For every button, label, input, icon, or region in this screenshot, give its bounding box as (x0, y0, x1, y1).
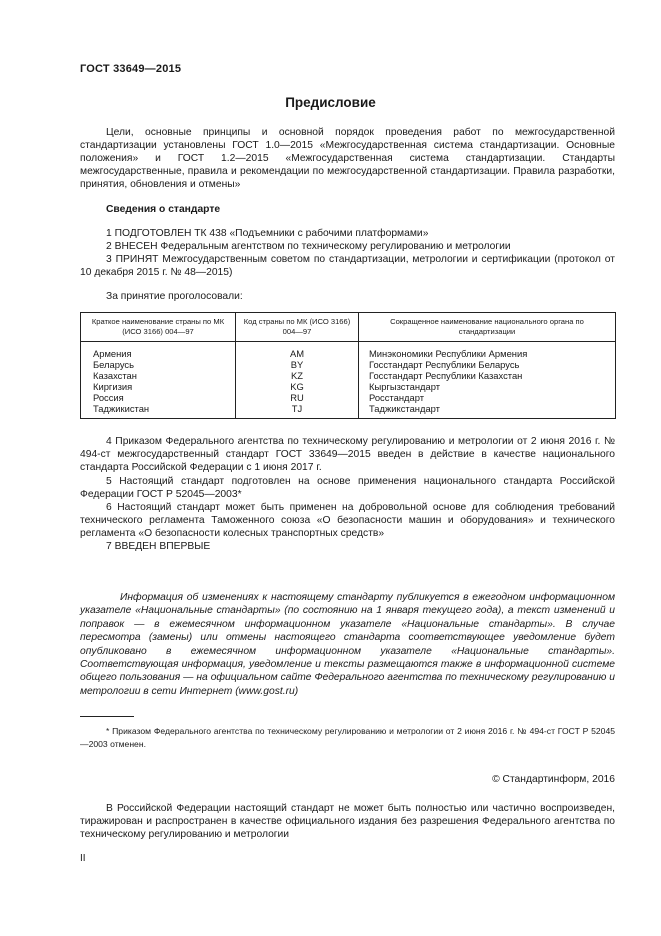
footnote (80, 725, 615, 751)
table-row (81, 392, 616, 403)
country-code: RU (236, 392, 359, 403)
rights-notice (80, 802, 615, 841)
national-body: Минэкономики Республики Армения (359, 342, 616, 360)
info-item-1: 1 ПОДГОТОВЛЕН ТК 438 «Подъемники с рабочими платформами» (106, 228, 429, 239)
country-code: BY (236, 359, 359, 370)
country-name: Россия (81, 392, 236, 403)
intro-paragraph (80, 126, 615, 191)
header-country-code: Код страны по МК (ИСО 3166) 004—97 (236, 313, 359, 342)
info-item-2: 2 ВНЕСЕН Федеральным агентством по техническому регулированию и метрологии (106, 241, 511, 252)
footnote-text: * Приказом Федерального агентства по техническому регулированию и метрологии от 2 июня 2016 г. № 494-ст ГОСТ Р 52045—2003 отменен. (80, 726, 615, 749)
voted-label: За принятие проголосовали: (106, 291, 243, 302)
table-row (81, 342, 616, 360)
votes-table-header-row (81, 313, 616, 342)
country-name: Таджикистан (81, 403, 236, 419)
footnote-divider (80, 716, 134, 717)
page-number: II (80, 853, 86, 864)
national-body: Госстандарт Республики Беларусь (359, 359, 616, 370)
country-code: TJ (236, 403, 359, 419)
country-name: Армения (81, 342, 236, 360)
country-code: AM (236, 342, 359, 360)
country-code: KZ (236, 370, 359, 381)
changes-info-paragraph (80, 591, 615, 698)
info-item-3: 3 ПРИНЯТ Межгосударственным советом по стандартизации, метрологии и сертификации (протокол от 10 декабря 2015 г. № 48—2015) (80, 254, 615, 279)
national-body: Росстандарт (359, 392, 616, 403)
standard-code-header: ГОСТ 33649—2015 (80, 63, 182, 75)
header-country-name: Краткое наименование страны по МК (ИСО 3166) 004—97 (81, 313, 236, 342)
info-item-7: 7 ВВЕДЕН ВПЕРВЫЕ (106, 541, 211, 552)
table-row (81, 359, 616, 370)
table-row (81, 370, 616, 381)
votes-table (80, 312, 616, 419)
national-body: Госстандарт Республики Казахстан (359, 370, 616, 381)
table-row (81, 403, 616, 419)
country-name: Казахстан (81, 370, 236, 381)
page-title: Предисловие (285, 95, 376, 110)
copyright-notice: © Стандартинформ, 2016 (492, 774, 615, 785)
header-national-body: Сокращенное наименование национального органа по стандартизации (359, 313, 616, 342)
country-name: Беларусь (81, 359, 236, 370)
intro-text: Цели, основные принципы и основной порядок проведения работ по межгосударственной стандартизации установлены ГОСТ 1.0—2015 «Межгосударственная система стандартизации. Основные положения» и ГОСТ 1.2—2015 «Межгосударственная система стандартизации. Стандарты межгосударственные, правила и рекомендации по межгосударственной стандартизации. Правила разработки, принятия, обновления и отмены» (80, 127, 615, 191)
rights-notice-text: В Российской Федерации настоящий стандарт не может быть полностью или частично воспроизведен, тиражирован и распространен в качестве официального издания без разрешения Федерального агентства по техническому регулированию и метрологии (80, 803, 615, 841)
country-name: Киргизия (81, 381, 236, 392)
changes-info-text: Информация об изменениях к настоящему стандарту публикуется в ежегодном информационном указателе «Национальные стандарты» (по состоянию на 1 января текущего года), а текст изменений и поправок — в ежемесячном информационном указателе «Национальные стандарты». В случае пересмотра (замены) или отмены настоящего стандарта соответствующее уведомление будет опубликовано в ежемесячном информационном указателе «Национальные стандарты». Соответствующая информация, уведомление и тексты размещаются также в информационной системе общего пользования — на официальном сайте Федерального агентства по техническому регулированию и метрологии в сети Интернет (www.gost.ru) (80, 592, 615, 697)
national-body: Таджикстандарт (359, 403, 616, 419)
info-item-4: 4 Приказом Федерального агентства по техническому регулированию и метрологии от 2 июня 2016 г. № 494-ст межгосударственный стандарт ГОСТ 33649—2015 введен в действие в качестве национального стандарта Российской Федерации с 1 июня 2017 г. (80, 436, 615, 474)
section-heading-standard-info: Сведения о стандарте (106, 204, 221, 215)
info-item-5: 5 Настоящий стандарт подготовлен на основе применения национального стандарта Российской Федерации ГОСТ Р 52045—2003* (80, 476, 615, 501)
table-row (81, 381, 616, 392)
country-code: KG (236, 381, 359, 392)
national-body: Кыргызстандарт (359, 381, 616, 392)
info-item-6: 6 Настоящий стандарт может быть применен на добровольной основе для соблюдения требований технического регламента Таможенного союза «О безопасности машин и оборудования» и технического регламента «О безопасности колесных транспортных средств» (80, 502, 615, 540)
